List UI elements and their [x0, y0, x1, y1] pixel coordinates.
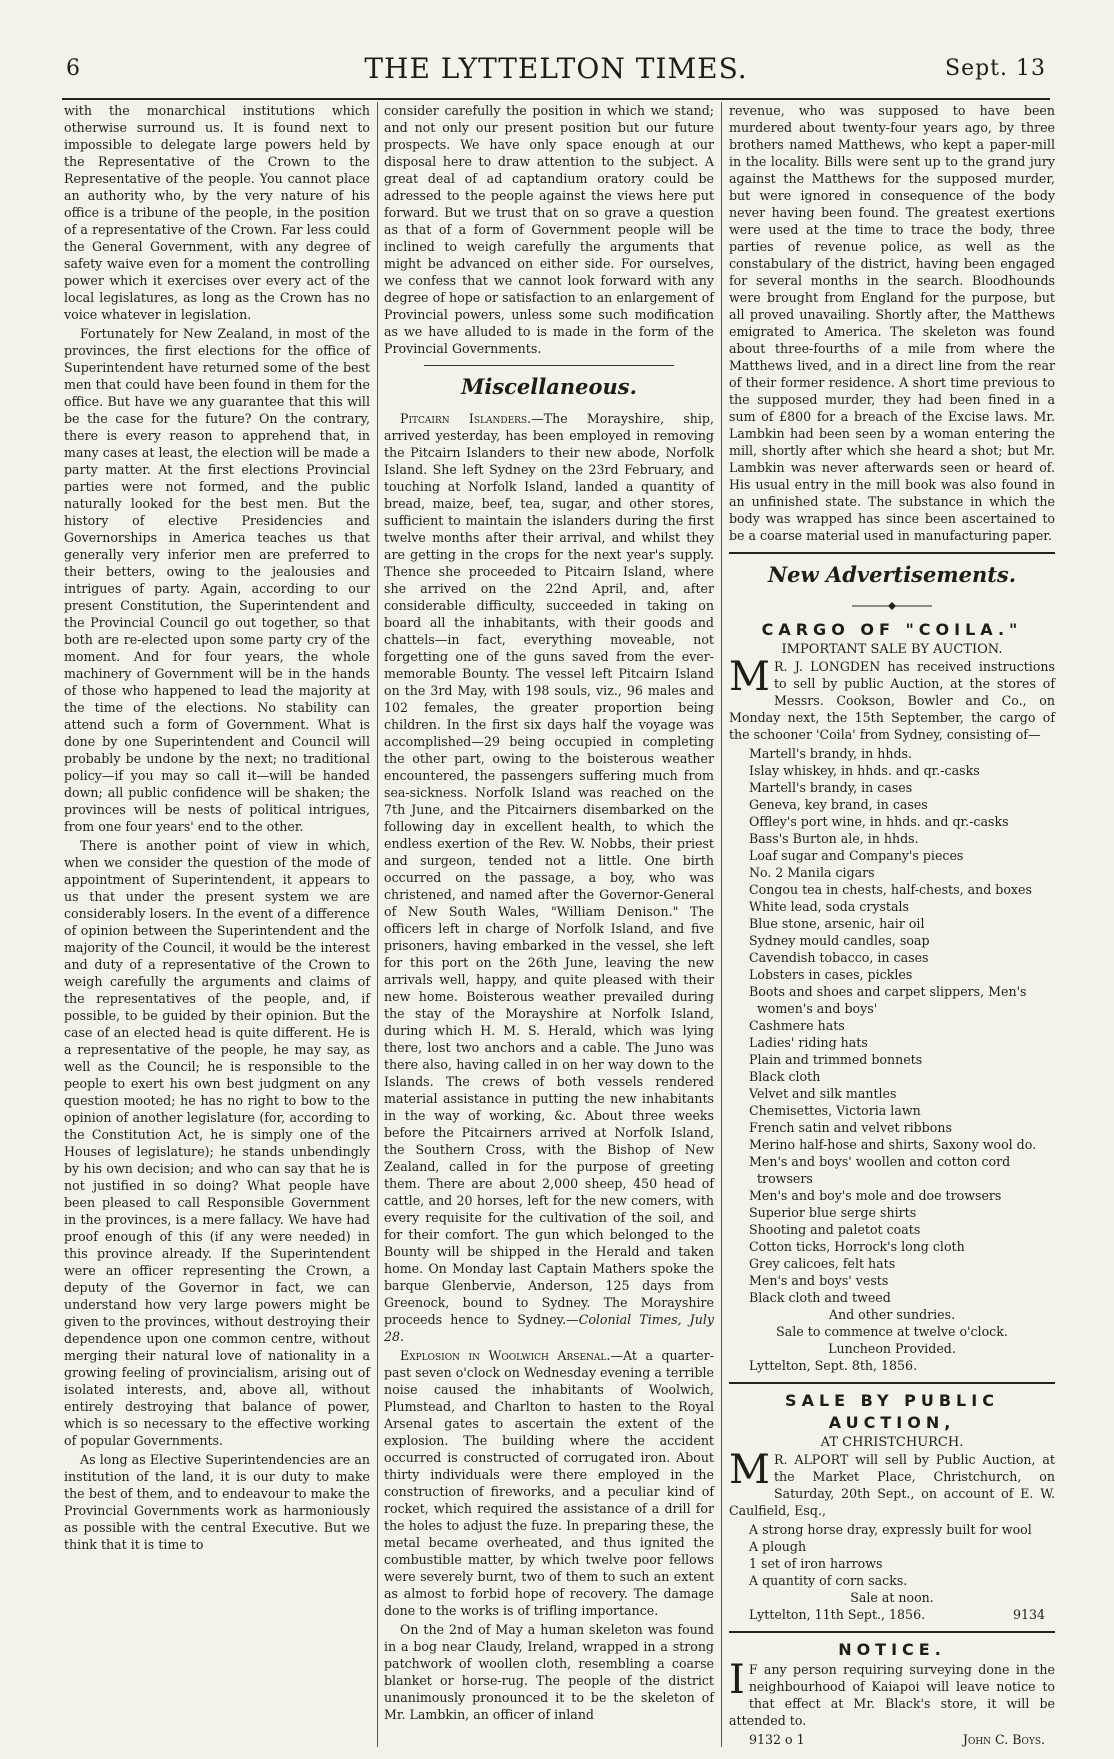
ad-luncheon: Luncheon Provided.	[828, 1341, 956, 1356]
ad-title: CARGO OF "COILA."	[761, 620, 1023, 639]
list-item: Men's and boy's mole and doe trowsers	[749, 1188, 1002, 1203]
list-item: Men's and boys' vests	[749, 1273, 889, 1288]
list-item: Black cloth and tweed	[749, 1290, 891, 1305]
list-item: Chemisettes, Victoria lawn	[749, 1103, 921, 1118]
editorial-conclusion: consider carefully the position in which we stand; and not only our present position but our future prospects. We have only space enough at our disposal here to draw attention to the subject. A great deal of ad captandium oratory could be adressed to the people against the views here put forward. But we trust that on so grave a question as that of a form of Government people will be inclined to weigh carefully the arguments that might be advanced on either side. For ourselves, we confess that we cannot look forward with any degree of hope or satisfaction to an enlargement of Provincial powers, unless some such modification as we have alluded to is made in the form of the Provincial Governments.	[384, 103, 714, 356]
ad-signature: John C. Boys.	[962, 1732, 1045, 1747]
issue-date: Sept. 13	[945, 56, 1046, 81]
ad-notice	[729, 1639, 1055, 1748]
ad-body: R. J. LONGDEN has received instructions to sell by public Auction, at the stores of Messrs. Cookson, Bowler and Co., on Monday next, the 15th September, the cargo of the schooner 'Coila' from Sydney, consisting of—	[729, 659, 1055, 742]
explosion-body: —At a quarter-past seven o'clock on Wednesday evening a terrible noise caused the inhabitants of Woolwich, Plumstead, and Charlton to hasten to the Royal Arsenal gates to ascertain the extent of the explosion. The building where the accident occurred is constructed of corrugated iron. About thirty individuals were there employed in the construction of fireworks, and a peculiar kind of rocket, which required the assistance of a drill for the holes to adjust the fuze. In preparing these, the metal became overheated, and thus ignited the combustible matter, by which twelve poor fellows were severely burnt, two of them to such an extent as almost to forbid hope of recovery. The damage done to the works is of trifling importance.	[384, 1348, 714, 1618]
ad-sundries: And other sundries.	[828, 1307, 956, 1322]
list-item: A plough	[749, 1539, 807, 1554]
list-item: Islay whiskey, in hhds. and qr.-casks	[749, 763, 980, 778]
newspaper-title: THE LYTTELTON TIMES.	[364, 52, 748, 85]
list-item: A quantity of corn sacks.	[749, 1573, 908, 1588]
skeleton-article: On the 2nd of May a human skeleton was found in a bog near Claudy, Ireland, wrapped in a strong patchwork of woollen cloth, resembling a coarse blanket or horse-rug. The people of the district unanimously pronounced it to be the skeleton of Mr. Lambkin, an officer of inland	[384, 1622, 714, 1722]
list-item: Geneva, key brand, in cases	[749, 797, 928, 812]
divider	[424, 365, 674, 366]
ad-dateline: Lyttelton, 11th Sept., 1856.	[749, 1607, 926, 1622]
list-item: Offley's port wine, in hhds. and qr.-casks	[749, 814, 1009, 829]
column-rule-2	[721, 102, 722, 1747]
column-1	[64, 102, 370, 1555]
ad-title: SALE BY PUBLIC AUCTION,	[785, 1391, 999, 1432]
list-item: Boots and shoes and carpet slippers, Men's women's and boys'	[749, 984, 1027, 1016]
ad-title: NOTICE.	[838, 1640, 946, 1659]
ad-body: R. ALPORT will sell by Public Auction, at the Market Place, Christchurch, on Saturday, 20th Sept., on account of E. W. Caulfield, Esq.,	[729, 1452, 1055, 1518]
sale-list	[729, 1521, 1055, 1589]
list-item: Ladies' riding hats	[749, 1035, 868, 1050]
editorial-paragraph-1: with the monarchical institutions which otherwise surround us. It is found next to impossible to delegate large powers held by the Representative of the Crown to the Representative of the people. You cannot place an authority who, by the very nature of his office is a tribune of the people, in the position of a representative of the Crown. Far less could the General Government, with any degree of safety waive even for a moment the controlling power which it exercises over every act of the local legislatures, as long as the Crown has no voice whatever in legislation.	[64, 103, 370, 322]
pitcairn-lead: Pitcairn Islanders.	[400, 411, 532, 426]
ad-footer	[729, 1731, 1055, 1748]
pitcairn-source: Colonial Times, July 28.	[384, 1312, 714, 1344]
skeleton-article-continued: revenue, who was supposed to have been murdered about twenty-four years ago, by three brothers named Matthews, who kept a paper-mill in the locality. Bills were sent up to the grand jury against the Matthews for the supposed murder, but were ignored in consequence of the body never having been found. The greatest exertions were used at the time to trace the body, three parties of revenue police, as well as the constabulary of the district, having been engaged for several months in the search. Bloodhounds were brought from England for the purpose, but all proved unavailing. Shortly after, the Matthews emigrated to America. The skeleton was found about three-fourths of a mile from where the Matthews lived, and in a direct line from the rear of their former residence. A short time previous to the supposed murder, they had been fined in a sum of £800 for a breach of the Excise laws. Mr. Lambkin had been seen by a woman entering the mill, shortly after which she heard a shot; but Mr. Lambkin was never afterwards seen or heard of. His usual entry in the mill book was also found in an unfinished state. The substance in which the body was wrapped has since been ascertained to be a coarse material used in manufacturing paper.	[729, 103, 1055, 543]
list-item: Black cloth	[749, 1069, 821, 1084]
editorial-paragraph-2: Fortunately for New Zealand, in most of the provinces, the first elections for the office of Superintendent have returned some of the best men that could have been found in them for the office. But have we any guarantee that this will be the case for the future? On the contrary, there is every reason to apprehend that, in many cases at least, the election will be made a party matter. At the first elections Provincial parties were not formed, and the public naturally looked for the best men. But the history of elective Presidencies and Governorships in America teaches us that generally very inferior men are preferred to their betters, owing to the jealousies and intrigues of party. Again, according to our present Constitution, the Superintendent and the Provincial Council go out together, so that both are re-elected upon some party cry of the moment. And for four years, the whole machinery of Government will be in the hands of those who happened to lead the majority at the time of the elections. No stability can attend such a form of Government. What is done by one Superintendent and Council will probably be undone by the next; no traditional policy—if you may so call it—will be handed down; all public confidence will be shaken; the provinces will be nests of political intrigues, from one four years' end to the other.	[64, 326, 370, 834]
ad-sale-time: Sale to commence at twelve o'clock.	[776, 1324, 1008, 1339]
list-item: Martell's brandy, in hhds.	[749, 746, 913, 761]
divider	[729, 1631, 1055, 1633]
explosion-article	[384, 1347, 714, 1619]
miscellaneous-heading: Miscellaneous.	[461, 374, 637, 399]
list-item: Cashmere hats	[749, 1018, 845, 1033]
new-advertisements-heading: New Advertisements.	[767, 562, 1017, 587]
list-item: Plain and trimmed bonnets	[749, 1052, 923, 1067]
ad-subtitle: AT CHRISTCHURCH.	[820, 1435, 964, 1450]
list-item: Men's and boys' woollen and cotton cord trowsers	[749, 1154, 1011, 1186]
divider	[729, 552, 1055, 554]
cargo-list	[729, 745, 1055, 1306]
drop-cap: M	[729, 1447, 770, 1493]
list-item: Velvet and silk mantles	[749, 1086, 897, 1101]
ad-body: F any person requiring surveying done in the neighbourhood of Kaiapoi will leave notice to that effect at Mr. Black's store, it will be attended to.	[729, 1662, 1055, 1728]
ad-ref: 9134	[1012, 1607, 1045, 1622]
list-item: A strong horse dray, expressly built for wool	[749, 1522, 1032, 1537]
page-number: 6	[66, 56, 80, 81]
ad-dateline: Lyttelton, Sept. 8th, 1856.	[749, 1358, 918, 1373]
list-item: Sydney mould candles, soap	[749, 933, 930, 948]
pitcairn-article	[384, 410, 714, 1345]
list-item: Blue stone, arsenic, hair oil	[749, 916, 925, 931]
column-3	[729, 102, 1055, 1748]
list-item: Shooting and paletot coats	[749, 1222, 921, 1237]
drop-cap: M	[729, 654, 770, 700]
column-2	[384, 102, 714, 1725]
column-rule-1	[377, 102, 378, 1747]
ad-footer	[729, 1606, 1055, 1623]
list-item: Cavendish tobacco, in cases	[749, 950, 929, 965]
editorial-paragraph-4: As long as Elective Superintendencies are an institution of the land, it is our duty to make the best of them, and to endeavour to make the Provincial Governments work as harmoniously as possible with the central Executive. But we think that it is time to	[64, 1452, 370, 1552]
list-item: No. 2 Manila cigars	[749, 865, 875, 880]
ad-cargo-coila	[729, 619, 1055, 1374]
pitcairn-body: —The Morayshire, ship, arrived yesterday, has been employed in removing the Pitcairn Islanders to their new abode, Norfolk Island. She left Sydney on the 23rd February, and touching at Norfolk Island, landed a quantity of bread, maize, beef, tea, sugar, and other stores, sufficient to maintain the islanders during the first twelve months after their arrival, and whilst they are getting in the crops for the next year's supply. Thence she proceeded to Pitcairn Island, where she arrived on the 22nd April, and, after considerable difficulty, succeeded in taking on board all the inhabitants, with their goods and chattels—in fact, everything moveable, not forgetting one of the guns saved from the ever-memorable Bounty. The vessel left Pitcairn Island on the 3rd May, with 198 souls, viz., 96 males and 102 females, the greater proportion being children. In the first six days half the voyage was accomplished—29 being occupied in completing the other part, owing to the boisterous weather encountered, the passengers suffering much from sea-sickness. Norfolk Island was reached on the 7th June, and the Pitcairners disembarked on the following day in excellent health, to which the endless exertion of the Rev. W. Nobbs, their priest and surgeon, tended not a little. One birth occurred on the passage, a boy, who was christened, and named after the Governor-General of New South Wales, "William Denison." The officers left in charge of Norfolk Island, and five prisoners, having embarked in the vessel, she left for this port on the 26th June, leaving the new arrivals well, happy, and quite pleased with their new home. Boisterous weather prevailed during the stay of the Morayshire at Norfolk Island, during which H. M. S. Herald, which was lying there, lost two anchors and a cable. The Juno was there also, having called in on her way down to the Islands. The crews of both vessels rendered material assistance in putting the new inhabitants in the way of working, &c. About three weeks before the Pitcairners arrived at Norfolk Island, the Southern Cross, with the Bishop of New Zealand, called in for the purpose of greeting them. There are about 2,000 sheep, 450 head of cattle, and 20 horses, left for the new comers, with every requisite for the cultivation of the soil, and for their comfort. The gun which belonged to the Bounty will be shipped in the Herald and taken home. On Monday last Captain Mathers spoke the barque Glenbervie, Anderson, 125 days from Greenock, bound to Sydney. The Morayshire proceeds hence to Sydney.—	[384, 411, 714, 1327]
divider	[729, 1382, 1055, 1384]
ad-sale-christchurch	[729, 1390, 1055, 1623]
list-item: Lobsters in cases, pickles	[749, 967, 913, 982]
list-item: Congou tea in chests, half-chests, and boxes	[749, 882, 1032, 897]
ornament-rule	[729, 598, 1055, 615]
list-item: Loaf sugar and Company's pieces	[749, 848, 964, 863]
ad-sale-time: Sale at noon.	[850, 1590, 934, 1605]
list-item: Martell's brandy, in cases	[749, 780, 913, 795]
list-item: Cotton ticks, Horrock's long cloth	[749, 1239, 965, 1254]
editorial-paragraph-3: There is another point of view in which, when we consider the question of the mode of appointment of Superintendent, it appears to us that under the present system we are considerably losers. In the event of a difference of opinion between the Superintendent and the majority of the Council, it would be the interest and duty of a representative of the Crown to weigh carefully the arguments and claims of the representatives of the people, and, if possible, to be guided by their opinion. But the case of an elected head is quite different. He is a representative of the people, he may say, as well as the Council; he is responsible to the people to exert his own best judgment on any question mooted; he has no right to bow to the opinion of another legislature (for, according to the Constitution Act, he is simply one of the Houses of legislature); he stands unbendingly by his own decision; and who can say that he is not justified in so doing? What people have been pleased to call Responsible Government in the provinces, is a mere fallacy. We have had proof enough of this (if any were needed) in this province already. If the Superintendent were an officer representing the Crown, a deputy of the Governor in fact, we can understand how very large powers might be given to the provinces, without destroying their dependence upon one common centre, without merging their natural love of nationality in a growing feeling of provincialism, arising out of isolated interests, and, above all, without entirely destroying that balance of power, which is so necessary to the effective working of popular Governments.	[64, 838, 370, 1448]
drop-cap: I	[729, 1657, 745, 1703]
list-item: Merino half-hose and shirts, Saxony wool do.	[749, 1137, 1037, 1152]
ad-ref: 9132 o 1	[749, 1732, 805, 1747]
list-item: 1 set of iron harrows	[749, 1556, 883, 1571]
ad-subtitle: IMPORTANT SALE BY AUCTION.	[781, 642, 1003, 657]
ornament-icon	[852, 601, 932, 611]
explosion-lead: Explosion in Woolwich Arsenal.	[400, 1348, 611, 1363]
list-item: White lead, soda crystals	[749, 899, 909, 914]
list-item: Superior blue serge shirts	[749, 1205, 917, 1220]
list-item: Bass's Burton ale, in hhds.	[749, 831, 919, 846]
list-item: French satin and velvet ribbons	[749, 1120, 952, 1135]
masthead	[62, 52, 1050, 100]
list-item: Grey calicoes, felt hats	[749, 1256, 896, 1271]
